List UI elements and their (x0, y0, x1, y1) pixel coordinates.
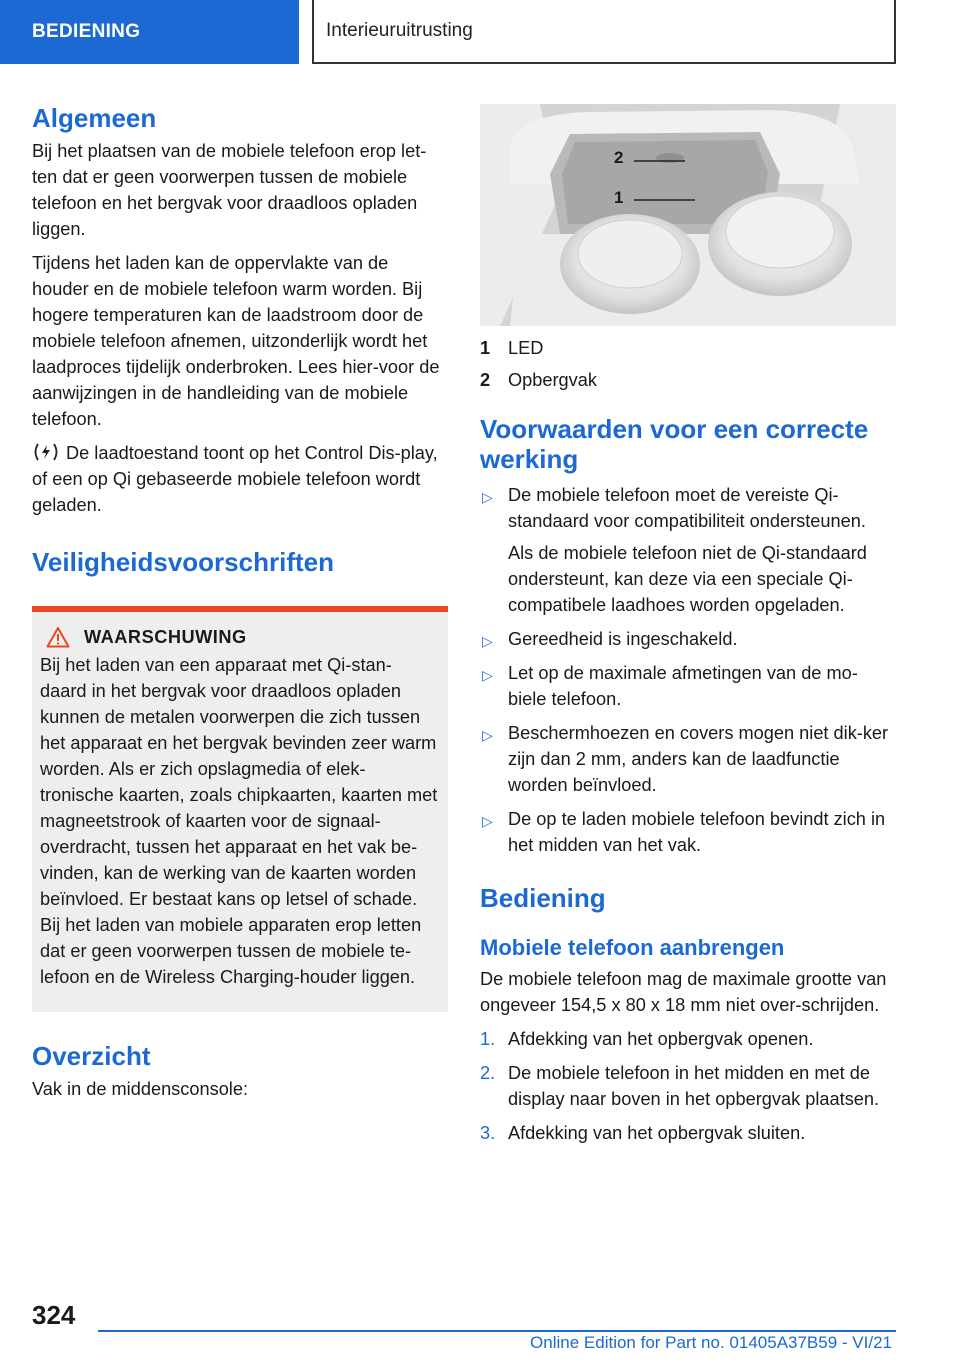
legend-number: 2 (480, 370, 491, 390)
page-number: 324 (32, 1300, 76, 1330)
warning-box (32, 606, 448, 1012)
list-item-text: De mobiele telefoon moet de vereiste Qi-standaard voor compatibiliteit ondersteunen. (508, 485, 866, 531)
section-tab (0, 0, 299, 64)
triangle-bullet-icon: ▷ (482, 667, 493, 683)
heading-algemeen: Algemeen (32, 103, 157, 133)
step-number: 3. (480, 1123, 496, 1143)
steps-list (480, 1026, 896, 1146)
warning-title: WAARSCHUWING (84, 626, 247, 647)
triangle-bullet-icon: ▷ (482, 727, 493, 743)
left-column (32, 102, 448, 1102)
legend-item (480, 332, 896, 364)
heading-aanbrengen: Mobiele telefoon aanbrengen (480, 935, 785, 960)
heading-veiligheid: Veiligheidsvoorschriften (32, 547, 334, 577)
warning-content (32, 612, 448, 1012)
list-item-text: De op te laden mobiele telefoon bevindt zich in het midden van het vak. (508, 809, 886, 855)
chapter-header (312, 0, 896, 64)
paragraph-algemeen-2: Tijdens het laden kan de oppervlakte van de houder en de mobiele telefoon warm worden. Bij hogere temperaturen kan de laadstroom door de mobiele telefoon afnemen, uitzonderlijk wordt het laadproces tijdelijk onderbroken. Lees hier-voor de aanwijzingen in de handleiding van de mobiele telefoon. (32, 253, 440, 429)
list-item (480, 482, 896, 618)
list-item (480, 806, 896, 858)
triangle-bullet-icon: ▷ (482, 489, 493, 505)
console-illustration (480, 104, 896, 326)
warning-triangle-icon (46, 626, 70, 648)
step-number: 1. (480, 1029, 496, 1049)
legend-number: 1 (480, 338, 491, 358)
paragraph-algemeen-1: Bij het plaatsen van de mobiele telefoon erop let-ten dat er geen voorwerpen tussen de mobiele telefoon en het bergvak voor draadloos opladen liggen. (32, 141, 427, 239)
edition-label: Online Edition for Part no. 01405A37B59 - VI/21 (530, 1333, 892, 1352)
warning-text: Bij het laden van een apparaat met Qi-stan-daard in het bergvak voor draadloos opladen kunnen de metalen voorwerpen die zich tussen het apparaat en het bergvak bevinden zeer warm worden. Als er zich opslagmedia of elek-tronische kaarten, zoals chipkaarten, kaarten met magneetstrook of kaarten voor de signaal-overdracht, tussen het apparaat en het vak be-vinden, kan de werking van de kaarten worden beïnvloed. Er bestaat kans op letsel of schade. Bij het laden van mobiele apparaten erop letten dat er geen voorwerpen tussen de mobiele te-lefoon en de Wireless Charging-houder liggen. (40, 655, 438, 987)
chapter-label: Interieuruitrusting (326, 20, 473, 41)
figure-legend (480, 332, 896, 396)
step-text: De mobiele telefoon in het midden en met de display naar boven in het opbergvak plaatsen. (508, 1063, 880, 1109)
triangle-bullet-icon: ▷ (482, 633, 493, 649)
list-item-subtext: Als de mobiele telefoon niet de Qi-standaard ondersteunt, kan deze via een speciale Qi-compatibele laadhoes worden opgeladen. (508, 543, 867, 615)
paragraph-algemeen-3: De laadtoestand toont op het Control Dis-play, of een op Qi gebaseerde mobiele telefoon wordt geladen. (32, 443, 438, 515)
paragraph-algemeen-3-wrap (32, 440, 448, 518)
heading-overzicht: Overzicht (32, 1041, 151, 1071)
callout-2: 2 (614, 148, 624, 167)
requirements-list (480, 482, 896, 858)
list-item (480, 660, 896, 712)
callout-1: 1 (614, 188, 624, 207)
triangle-bullet-icon: ▷ (482, 813, 493, 829)
section-label: BEDIENING (32, 21, 141, 42)
step-item (480, 1026, 896, 1052)
list-item (480, 720, 896, 798)
wireless-charging-icon (32, 442, 60, 462)
heading-bediening: Bediening (480, 883, 606, 913)
step-text: Afdekking van het opbergvak sluiten. (508, 1123, 806, 1143)
legend-label: Opbergvak (508, 370, 597, 390)
list-item-text: Beschermhoezen en covers mogen niet dik-ker zijn dan 2 mm, anders kan de laadfunctie worden beïnvloed. (508, 723, 889, 795)
list-item-text: Let op de maximale afmetingen van de mo-biele telefoon. (508, 663, 858, 709)
right-column (480, 104, 896, 1146)
heading-voorwaarden: Voorwaarden voor een correcte werking (480, 414, 869, 474)
step-text: Afdekking van het opbergvak openen. (508, 1029, 814, 1049)
step-number: 2. (480, 1063, 496, 1083)
legend-item (480, 364, 896, 396)
step-item (480, 1060, 896, 1112)
footer-divider (98, 1330, 896, 1332)
step-item (480, 1120, 896, 1146)
legend-label: LED (508, 338, 544, 358)
list-item (480, 626, 896, 652)
warning-header (40, 626, 438, 648)
paragraph-aanbrengen: De mobiele telefoon mag de maximale grootte van ongeveer 154,5 x 80 x 18 mm niet over-schrijden. (480, 969, 887, 1015)
list-item-text: Gereedheid is ingeschakeld. (508, 629, 738, 649)
paragraph-overzicht: Vak in de middensconsole: (32, 1079, 249, 1099)
